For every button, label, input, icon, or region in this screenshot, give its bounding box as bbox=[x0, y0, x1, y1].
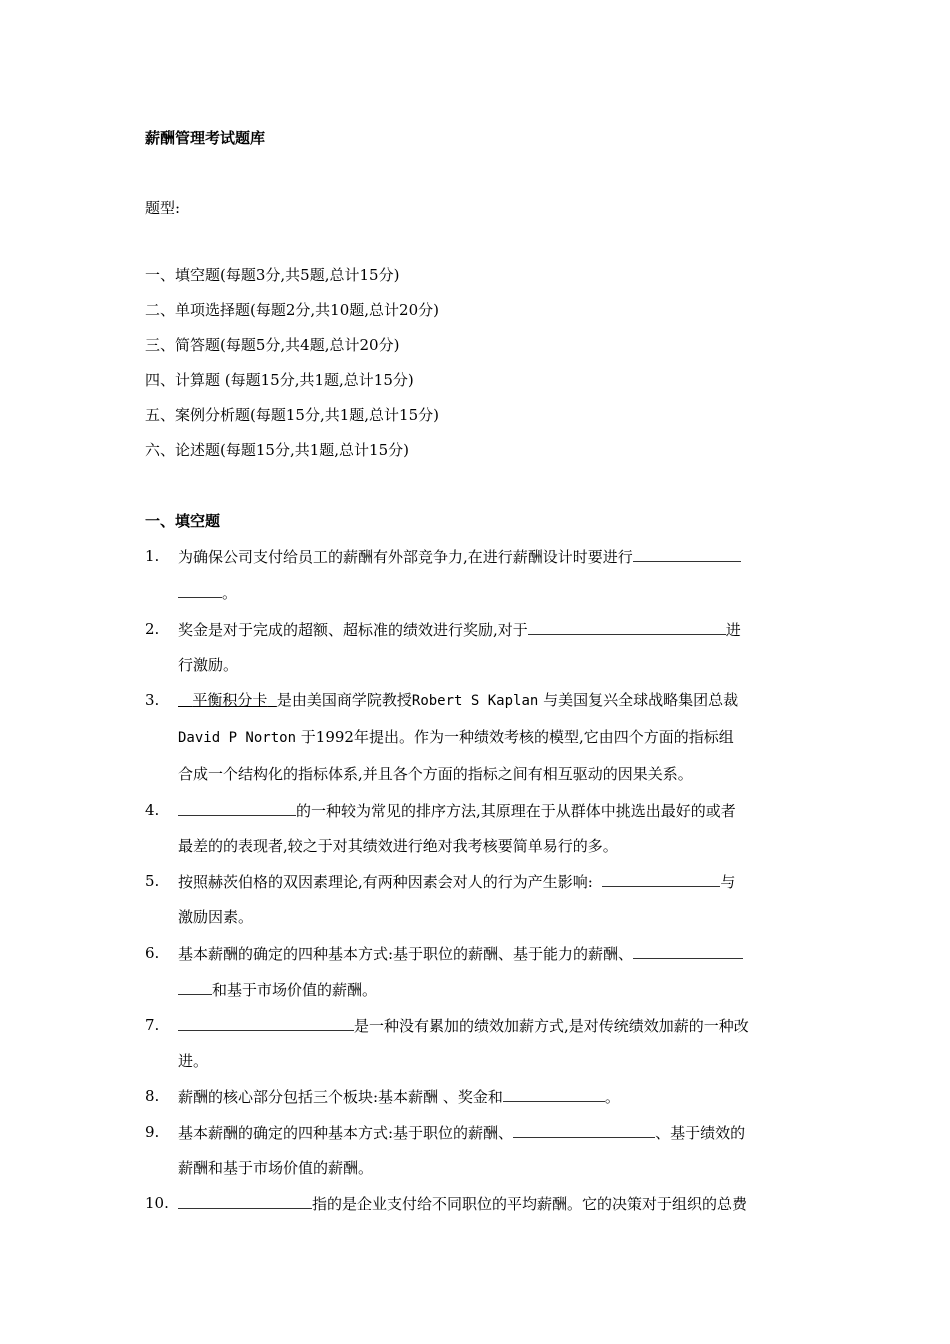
document-title: 薪酬管理考试题库 bbox=[145, 129, 266, 147]
question-text: 的一种较为常见的排序方法,其原理在于从群体中挑选出最好的或者 bbox=[178, 800, 736, 821]
question-text: 。 bbox=[178, 582, 237, 603]
answer-blank bbox=[178, 800, 296, 816]
answer-blank bbox=[528, 619, 726, 635]
filled-answer: 平衡积分卡 bbox=[192, 691, 268, 709]
question-type-item: 一、填空题(每题3分,共5题,总计15分) bbox=[145, 266, 400, 284]
answer-blank bbox=[513, 1122, 655, 1138]
question-type-item: 六、论述题(每题15分,共1题,总计15分) bbox=[145, 441, 409, 459]
question-text: 是一种没有累加的绩效加薪方式,是对传统绩效加薪的一种改 bbox=[178, 1015, 749, 1036]
question-text: 平衡积分卡 是由美国商学院教授Robert S Kaplan 与美国复兴全球战略集团总裁 bbox=[178, 690, 738, 711]
question-type-item: 五、案例分析题(每题15分,共1题,总计15分) bbox=[145, 406, 439, 424]
answer-blank bbox=[178, 979, 212, 995]
question-text: David P Norton 于1992年提出。作为一种绩效考核的模型,它由四个方面的指标组 bbox=[178, 728, 734, 746]
answer-blank bbox=[178, 1193, 312, 1209]
question-number: 1. bbox=[145, 547, 160, 565]
question-type-item: 二、单项选择题(每题2分,共10题,总计20分) bbox=[145, 301, 439, 319]
question-text: 指的是企业支付给不同职位的平均薪酬。它的决策对于组织的总费 bbox=[178, 1193, 747, 1214]
answer-blank bbox=[633, 546, 741, 562]
section-heading: 一、填空题 bbox=[145, 512, 221, 530]
question-type-item: 三、简答题(每题5分,共4题,总计20分) bbox=[145, 336, 400, 354]
answer-blank bbox=[178, 1015, 354, 1031]
question-number: 3. bbox=[145, 691, 160, 709]
question-number: 2. bbox=[145, 620, 160, 638]
question-text: 激励因素。 bbox=[178, 908, 254, 926]
question-text: 进。 bbox=[178, 1052, 209, 1070]
answer-blank bbox=[503, 1086, 605, 1102]
question-number: 5. bbox=[145, 872, 160, 890]
question-number: 9. bbox=[145, 1123, 160, 1141]
question-number: 8. bbox=[145, 1087, 160, 1105]
question-text: 基本薪酬的确定的四种基本方式:基于职位的薪酬、 、基于绩效的 bbox=[178, 1124, 746, 1142]
question-text: 奖金是对于完成的超额、超标准的绩效进行奖励,对于 进 bbox=[178, 621, 741, 639]
question-text: 薪酬和基于市场价值的薪酬。 bbox=[178, 1159, 374, 1177]
question-types-heading: 题型: bbox=[145, 199, 181, 217]
question-text: 行激励。 bbox=[178, 656, 239, 674]
question-text: 合成一个结构化的指标体系,并且各个方面的指标之间有相互驱动的因果关系。 bbox=[178, 765, 693, 783]
question-text: 基本薪酬的确定的四种基本方式:基于职位的薪酬、基于能力的薪酬、 bbox=[178, 943, 743, 964]
question-number: 10. bbox=[145, 1194, 169, 1212]
question-text: 最差的的表现者,较之于对其绩效进行绝对我考核要简单易行的多。 bbox=[178, 837, 618, 855]
answer-blank bbox=[602, 871, 720, 887]
question-number: 6. bbox=[145, 944, 160, 962]
answer-blank bbox=[178, 582, 222, 598]
question-number: 7. bbox=[145, 1016, 160, 1034]
question-text: 按照赫茨伯格的双因素理论,有两种因素会对人的行为产生影响: 与 bbox=[178, 873, 736, 891]
question-number: 4. bbox=[145, 801, 160, 819]
question-text: 为确保公司支付给员工的薪酬有外部竞争力,在进行薪酬设计时要进行 bbox=[178, 546, 741, 567]
question-text: 薪酬的核心部分包括三个板块:基本薪酬 、奖金和 。 bbox=[178, 1088, 620, 1106]
question-text: 和基于市场价值的薪酬。 bbox=[178, 979, 377, 1000]
question-type-item: 四、计算题 (每题15分,共1题,总计15分) bbox=[145, 371, 414, 389]
answer-blank bbox=[633, 943, 743, 959]
